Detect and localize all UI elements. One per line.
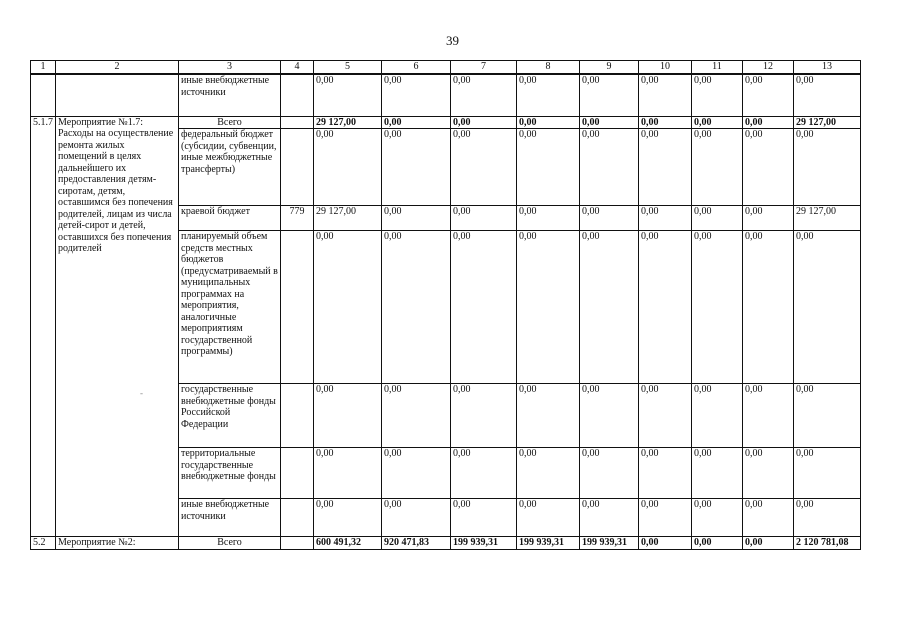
value-cell: 0,00 <box>743 74 794 116</box>
value-cell: 0,00 <box>692 537 743 550</box>
value-cell: 0,00 <box>794 448 861 499</box>
value-cell: 0,00 <box>743 116 794 129</box>
col-header: 1 <box>31 61 56 75</box>
col-header: 13 <box>794 61 861 75</box>
value-cell: 0,00 <box>517 448 580 499</box>
value-cell: 0,00 <box>451 129 517 206</box>
value-cell: 0,00 <box>639 231 692 384</box>
value-cell: 0,00 <box>382 129 451 206</box>
col-header: 2 <box>56 61 179 75</box>
event-name-cell: Мероприятие №1.7: Расходы на осуществление ремонта жилых помещений в целях дальнейшего их предоставления детям-сиротам, детям, оставшимся без попечения родителей, лицам из числа детей-сирот и детей, оставшихся без попечения родителей <box>56 116 179 537</box>
value-cell: 0,00 <box>382 448 451 499</box>
page-number: 39 <box>446 33 459 48</box>
value-cell: 0,00 <box>314 448 382 499</box>
value-cell: 0,00 <box>314 74 382 116</box>
value-cell: 0,00 <box>382 206 451 231</box>
budget-code-cell <box>281 116 314 129</box>
value-cell: 0,00 <box>692 499 743 537</box>
value-cell: 0,00 <box>639 499 692 537</box>
value-cell: 0,00 <box>517 499 580 537</box>
value-cell: 600 491,32 <box>314 537 382 550</box>
value-cell: 0,00 <box>580 231 639 384</box>
value-cell: 0,00 <box>743 231 794 384</box>
value-cell: 0,00 <box>794 384 861 448</box>
header-row <box>31 61 861 75</box>
value-cell: 0,00 <box>794 74 861 116</box>
budget-code-cell <box>281 448 314 499</box>
funding-source-cell: федеральный бюджет (субсидии, субвенции, иные межбюджетные трансферты) <box>179 129 281 206</box>
value-cell: 0,00 <box>517 116 580 129</box>
value-cell: 29 127,00 <box>794 116 861 129</box>
value-cell: 0,00 <box>451 74 517 116</box>
value-cell: 0,00 <box>794 129 861 206</box>
budget-table <box>30 60 861 550</box>
value-cell: 0,00 <box>314 384 382 448</box>
value-cell: 0,00 <box>692 129 743 206</box>
value-cell: 0,00 <box>692 116 743 129</box>
value-cell: 0,00 <box>743 499 794 537</box>
value-cell: 0,00 <box>451 499 517 537</box>
row-number-cell: 5.1.7 <box>31 116 56 537</box>
value-cell: 0,00 <box>314 499 382 537</box>
value-cell: 0,00 <box>314 129 382 206</box>
value-cell: 0,00 <box>451 116 517 129</box>
value-cell: 0,00 <box>794 499 861 537</box>
col-header: 12 <box>743 61 794 75</box>
col-header: 9 <box>580 61 639 75</box>
value-cell: 0,00 <box>382 499 451 537</box>
table-row <box>31 116 861 129</box>
value-cell: 0,00 <box>580 129 639 206</box>
row-number-cell: 5.2 <box>31 537 56 550</box>
value-cell: 920 471,83 <box>382 537 451 550</box>
value-cell: 0,00 <box>692 74 743 116</box>
value-cell: 0,00 <box>692 448 743 499</box>
value-cell: 0,00 <box>451 384 517 448</box>
value-cell: 0,00 <box>451 448 517 499</box>
col-header: 5 <box>314 61 382 75</box>
funding-source-cell: краевой бюджет <box>179 206 281 231</box>
value-cell: 0,00 <box>692 206 743 231</box>
scan-mark: - <box>140 388 143 398</box>
value-cell: 0,00 <box>382 384 451 448</box>
value-cell: 0,00 <box>743 129 794 206</box>
value-cell: 0,00 <box>639 116 692 129</box>
budget-code-cell: 779 <box>281 206 314 231</box>
value-cell: 0,00 <box>639 129 692 206</box>
value-cell: 0,00 <box>517 384 580 448</box>
value-cell: 0,00 <box>639 448 692 499</box>
table-row <box>31 74 861 116</box>
value-cell: 0,00 <box>517 129 580 206</box>
col-header: 3 <box>179 61 281 75</box>
value-cell: 0,00 <box>517 206 580 231</box>
budget-code-cell <box>281 384 314 448</box>
funding-source-cell: Всего <box>179 116 281 129</box>
value-cell: 0,00 <box>743 206 794 231</box>
funding-source-cell: иные внебюджетные источники <box>179 74 281 116</box>
value-cell: 0,00 <box>639 206 692 231</box>
value-cell: 0,00 <box>580 206 639 231</box>
value-cell: 29 127,00 <box>314 116 382 129</box>
value-cell: 2 120 781,08 <box>794 537 861 550</box>
budget-code-cell <box>281 499 314 537</box>
value-cell: 0,00 <box>692 231 743 384</box>
budget-code-cell <box>281 231 314 384</box>
col-header: 7 <box>451 61 517 75</box>
value-cell: 199 939,31 <box>451 537 517 550</box>
value-cell: 0,00 <box>743 537 794 550</box>
value-cell: 0,00 <box>692 384 743 448</box>
value-cell: 0,00 <box>382 74 451 116</box>
col-header: 10 <box>639 61 692 75</box>
value-cell: 0,00 <box>743 384 794 448</box>
value-cell: 0,00 <box>382 231 451 384</box>
value-cell: 0,00 <box>580 74 639 116</box>
value-cell: 0,00 <box>639 74 692 116</box>
col-header: 6 <box>382 61 451 75</box>
value-cell: 0,00 <box>382 116 451 129</box>
value-cell: 199 939,31 <box>517 537 580 550</box>
row-number-cell <box>31 74 56 116</box>
value-cell: 0,00 <box>580 116 639 129</box>
event-name-cell <box>56 74 179 116</box>
funding-source-cell: планируемый объем средств местных бюджетов (предусматриваемый в муниципальных программах на мероприятия, аналогичные мероприятиям государственной программы) <box>179 231 281 384</box>
value-cell: 0,00 <box>580 448 639 499</box>
value-cell: 29 127,00 <box>794 206 861 231</box>
budget-code-cell <box>281 129 314 206</box>
value-cell: 0,00 <box>451 231 517 384</box>
value-cell: 0,00 <box>639 537 692 550</box>
value-cell: 29 127,00 <box>314 206 382 231</box>
value-cell: 0,00 <box>517 231 580 384</box>
funding-source-cell: государственные внебюджетные фонды Российской Федерации <box>179 384 281 448</box>
funding-source-cell: Всего <box>179 537 281 550</box>
value-cell: 199 939,31 <box>580 537 639 550</box>
value-cell: 0,00 <box>314 231 382 384</box>
value-cell: 0,00 <box>451 206 517 231</box>
table-row <box>31 537 861 550</box>
budget-code-cell <box>281 537 314 550</box>
col-header: 11 <box>692 61 743 75</box>
event-name-cell: Мероприятие №2: <box>56 537 179 550</box>
funding-source-cell: иные внебюджетные источники <box>179 499 281 537</box>
value-cell: 0,00 <box>580 384 639 448</box>
value-cell: 0,00 <box>743 448 794 499</box>
budget-code-cell <box>281 74 314 116</box>
value-cell: 0,00 <box>517 74 580 116</box>
col-header: 8 <box>517 61 580 75</box>
funding-source-cell: территориальные государственные внебюджетные фонды <box>179 448 281 499</box>
value-cell: 0,00 <box>580 499 639 537</box>
value-cell: 0,00 <box>794 231 861 384</box>
col-header: 4 <box>281 61 314 75</box>
value-cell: 0,00 <box>639 384 692 448</box>
